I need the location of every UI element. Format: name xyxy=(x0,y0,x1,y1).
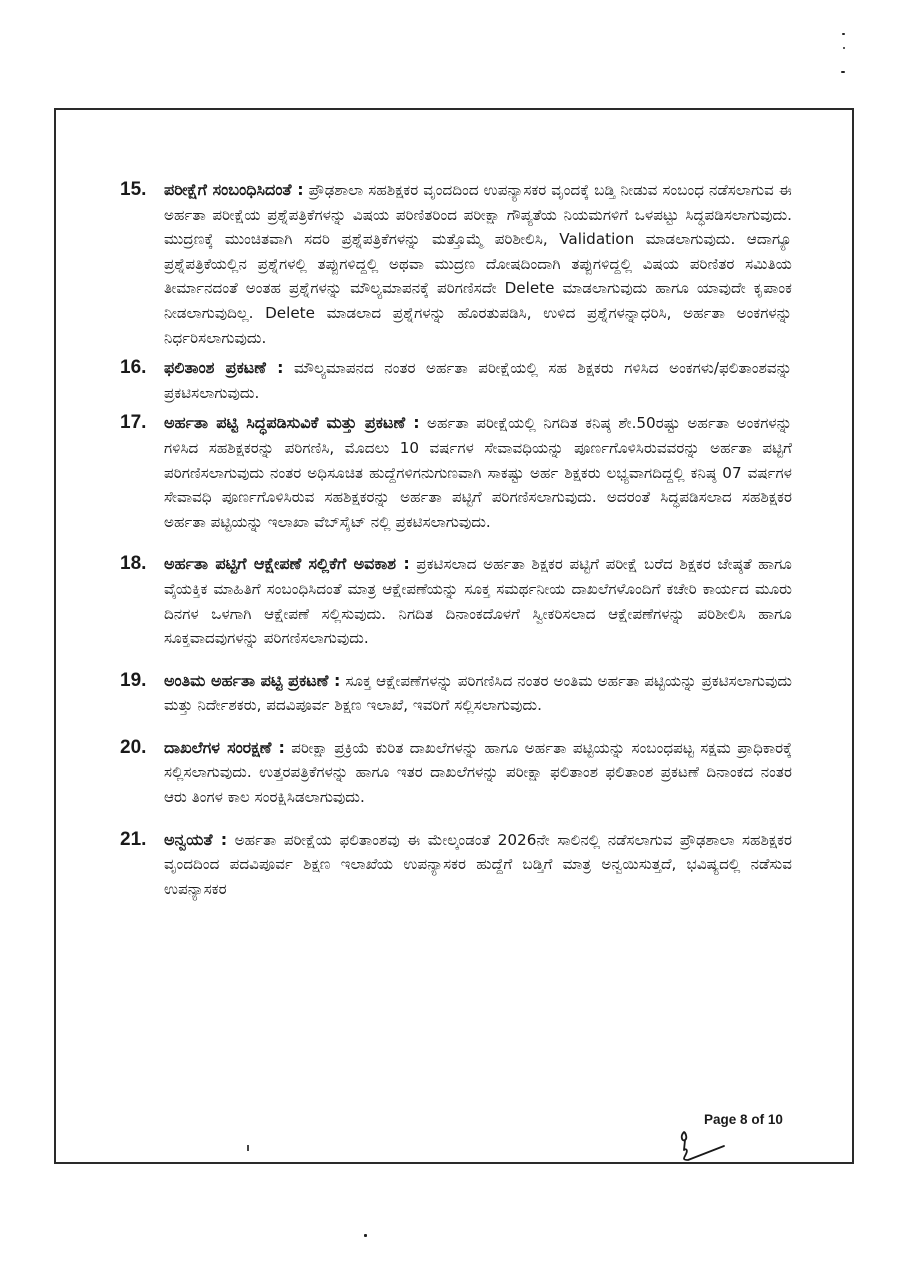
page-of: of xyxy=(751,1112,765,1127)
page-current: 8 xyxy=(740,1112,748,1127)
clause-heading: ಅನ್ವಯತೆ : xyxy=(164,829,228,849)
clause-number: 16. xyxy=(120,357,147,379)
clause-20 xyxy=(120,736,792,810)
page-label: Page xyxy=(704,1112,737,1127)
clause-17 xyxy=(120,411,792,534)
clause-number: 19. xyxy=(120,669,147,691)
clause-text: ಮೌಲ್ಯಮಾಪನದ ನಂತರ ಅರ್ಹತಾ ಪರೀಕ್ಷೆಯಲ್ಲಿ ಸಹ ಶಿಕ್ಷಕರು ಗಳಿಸಿದ ಅಂಕಗಳು/ಫಲಿತಾಂಶವನ್ನು ಪ್ರಕಟಿಸಲಾಗುವುದು. xyxy=(164,359,792,402)
clause-number: 15. xyxy=(120,179,147,200)
clause-heading: ಅರ್ಹತಾ ಪಟ್ಟಿ ಸಿದ್ಧಪಡಿಸುವಿಕೆ ಮತ್ತು ಪ್ರಕಟಣೆ : xyxy=(164,413,420,433)
document-body xyxy=(120,178,792,907)
clause-text: ಪರೀಕ್ಷಾ ಪ್ರಕ್ರಿಯೆ ಕುರಿತ ದಾಖಲೆಗಳನ್ನು ಹಾಗೂ ಅರ್ಹತಾ ಪಟ್ಟಿಯನ್ನು ಸಂಬಂಧಪಟ್ಟ ಸಕ್ಷಮ ಪ್ರಾಧಿಕಾರಕ್ಕೆ ಸಲ್ಲಿಸಲಾಗುವುದು. ಉತ್ತರಪತ್ರಿಕೆಗಳನ್ನು ಹಾಗೂ ಇತರ ದಾಖಲೆಗಳನ್ನು ಪರೀಕ್ಷಾ ಫಲಿತಾಂಶ ಫಲಿತಾಂಶ ಪ್ರಕಟಣೆ ದಿನಾಂಕದ ನಂತರ ಆರು ತಿಂಗಳ ಕಾಲ ಸಂರಕ್ಷಿಸಿಡಲಾಗುವುದು. xyxy=(164,738,792,807)
scan-artifact xyxy=(843,47,845,49)
clause-number: 17. xyxy=(120,412,147,434)
scan-artifact xyxy=(842,33,845,35)
clause-heading: ಅರ್ಹತಾ ಪಟ್ಟಿಗೆ ಆಕ್ಷೇಪಣೆ ಸಲ್ಲಿಕೆಗೆ ಅವಕಾಶ : xyxy=(164,554,410,574)
clause-19 xyxy=(120,669,792,718)
clause-text: ಅರ್ಹತಾ ಪರೀಕ್ಷೆಯಲ್ಲಿ ನಿಗದಿತ ಕನಿಷ್ಠ ಶೇ.50ರಷ್ಟು ಅರ್ಹತಾ ಅಂಕಗಳನ್ನು ಗಳಿಸಿದ ಸಹಶಿಕ್ಷಕರನ್ನು ಪರಿಗಣಿಸಿ, ಮೊದಲು 10 ವರ್ಷಗಳ ಸೇವಾವಧಿಯನ್ನು ಪೂರ್ಣಗೊಳಿಸಿರುವವರನ್ನು ಅರ್ಹತಾ ಪಟ್ಟಿಗೆ ಪರಿಗಣಿಸಲಾಗುವುದು ನಂತರ ಅಧಿಸೂಚಿತ ಹುದ್ದೆಗಳಿಗನುಗುಣವಾಗಿ ಸಾಕಷ್ಟು ಅರ್ಹ ಶಿಕ್ಷಕರು ಲಭ್ಯವಾಗದಿದ್ದಲ್ಲಿ ಕನಿಷ್ಠ 07 ವರ್ಷಗಳ ಸೇವಾವಧಿ ಪೂರ್ಣಗೊಳಿಸಿರುವ ಸಹಶಿಕ್ಷಕರನ್ನು ಅರ್ಹತಾ ಪಟ್ಟಿಗೆ ಪರಿಗಣಿಸಲಾಗುವುದು. ಅದರಂತೆ ಸಿದ್ಧಪಡಿಸಲಾದ ಸಹಶಿಕ್ಷಕರ ಅರ್ಹತಾ ಪಟ್ಟಿಯನ್ನು ಇಲಾಖಾ ವೆಬ್‌ಸೈಟ್ ನಲ್ಲಿ ಪ್ರಕಟಿಸಲಾಗುವುದು. xyxy=(164,414,792,531)
clause-heading: ಪರೀಕ್ಷೆಗೆ ಸಂಬಂಧಿಸಿದಂತೆ : xyxy=(164,180,304,199)
scan-artifact xyxy=(364,1234,367,1237)
page-total: 10 xyxy=(767,1112,783,1127)
clause-16 xyxy=(120,356,792,405)
clause-heading: ದಾಖಲೆಗಳ ಸಂರಕ್ಷಣೆ : xyxy=(164,737,285,757)
scan-artifact xyxy=(841,71,845,73)
clause-18 xyxy=(120,552,792,650)
clause-heading: ಫಲಿತಾಂಶ ಪ್ರಕಟಣೆ : xyxy=(164,358,284,378)
clause-text: ಅರ್ಹತಾ ಪರೀಕ್ಷೆಯ ಫಲಿತಾಂಶವು ಈ ಮೇಲ್ಕಂಡಂತೆ 2026ನೇ ಸಾಲಿನಲ್ಲಿ ನಡೆಸಲಾಗುವ ಪ್ರೌಢಶಾಲಾ ಸಹಶಿಕ್ಷಕರ ವೃಂದದಿಂದ ಪದವಿಪೂರ್ವ ಶಿಕ್ಷಣ ಇಲಾಖೆಯ ಉಪನ್ಯಾಸಕರ ಹುದ್ದೆಗೆ ಬಡ್ತಿಗೆ ಮಾತ್ರ ಅನ್ವಯಿಸುತ್ತದೆ, ಭವಿಷ್ಯದಲ್ಲಿ ನಡೆಸುವ ಉಪನ್ಯಾಸಕರ xyxy=(164,830,793,898)
clause-15 xyxy=(120,178,792,350)
clause-21 xyxy=(120,828,792,902)
clause-number: 21. xyxy=(120,828,147,850)
clause-text: ಪ್ರಕಟಿಸಲಾದ ಅರ್ಹತಾ ಶಿಕ್ಷಕರ ಪಟ್ಟಿಗೆ ಪರೀಕ್ಷೆ ಬರೆದ ಶಿಕ್ಷಕರ ಜೇಷ್ಠತೆ ಹಾಗೂ ವೈಯಕ್ತಿಕ ಮಾಹಿತಿಗೆ ಸಂಬಂಧಿಸಿದಂತೆ ಮಾತ್ರ ಆಕ್ಷೇಪಣೆಯನ್ನು ಸೂಕ್ತ ಸಮರ್ಥನೀಯ ದಾಖಲೆಗಳೊಂದಿಗೆ ಕಚೇರಿ ಕಾರ್ಯದ ಮೂರು ದಿನಗಳ ಒಳಗಾಗಿ ಆಕ್ಷೇಪಣೆ ಸಲ್ಲಿಸುವುದು. ನಿಗದಿತ ದಿನಾಂಕದೊಳಗೆ ಸ್ವೀಕರಿಸಲಾದ ಆಕ್ಷೇಪಣೆಗಳನ್ನು ಪರಿಶೀಲಿಸಿ ಹಾಗೂ ಸೂಕ್ತವಾದವುಗಳನ್ನು ಪರಿಗಣಿಸಲಾಗುವುದು. xyxy=(164,555,792,648)
scan-artifact xyxy=(247,1145,249,1151)
clause-number: 20. xyxy=(120,736,147,758)
clause-text: ಪ್ರೌಢಶಾಲಾ ಸಹಶಿಕ್ಷಕರ ವೃಂದದಿಂದ ಉಪನ್ಯಾಸಕರ ವೃಂದಕ್ಕೆ ಬಡ್ತಿ ನೀಡುವ ಸಂಬಂಧ ನಡೆಸಲಾಗುವ ಈ ಅರ್ಹತಾ ಪರೀಕ್ಷೆಯ ಪ್ರಶ್ನೆಪತ್ರಿಕೆಗಳನ್ನು ವಿಷಯ ಪರಿಣಿತರಿಂದ ಪರೀಕ್ಷಾ ಗೌಪ್ಯತೆಯ ನಿಯಮಗಳಿಗೆ ಒಳಪಟ್ಟು ಸಿದ್ಧಪಡಿಸಲಾಗುವುದು. ಮುದ್ರಣಕ್ಕೆ ಮುಂಚಿತವಾಗಿ ಸದರಿ ಪ್ರಶ್ನೆಪತ್ರಿಕೆಗಳನ್ನು ಮತ್ತೊಮ್ಮೆ ಪರಿಶೀಲಿಸಿ, Validation ಮಾಡಲಾಗುವುದು. ಆದಾಗ್ಯೂ ಪ್ರಶ್ನೆಪತ್ರಿಕೆಯಲ್ಲಿನ ಪ್ರಶ್ನೆಗಳಲ್ಲಿ ತಪ್ಪುಗಳಿದ್ದಲ್ಲಿ ಅಥವಾ ಮುದ್ರಣ ದೋಷದಿಂದಾಗಿ ತಪ್ಪುಗಳಿದ್ದಲ್ಲಿ ವಿಷಯ ಪರಿಣಿತರ ಸಮಿತಿಯ ತೀರ್ಮಾನದಂತೆ ಅಂತಹ ಪ್ರಶ್ನೆಗಳನ್ನು ಮೌಲ್ಯಮಾಪನಕ್ಕೆ ಪರಿಗಣಿಸದೇ Delete ಮಾಡಲಾಗುವುದು ಹಾಗೂ ಯಾವುದೇ ಕೃಪಾಂಕ ನೀಡಲಾಗುವುದಿಲ್ಲ. Delete ಮಾಡಲಾದ ಪ್ರಶ್ನೆಗಳನ್ನು ಹೊರತುಪಡಿಸಿ, ಉಳಿದ ಪ್ರಶ್ನೆಗಳನ್ನಾಧರಿಸಿ, ಅರ್ಹತಾ ಅಂಕಗಳನ್ನು ನಿರ್ಧರಿಸಲಾಗುವುದು. xyxy=(164,181,792,347)
clause-text: ಸೂಕ್ತ ಆಕ್ಷೇಪಣೆಗಳನ್ನು ಪರಿಗಣಿಸಿದ ನಂತರ ಅಂತಿಮ ಅರ್ಹತಾ ಪಟ್ಟಿಯನ್ನು ಪ್ರಕಟಿಸಲಾಗುವುದು ಮತ್ತು ನಿರ್ದೇಶಕರು, ಪದವಿಪೂರ್ವ ಶಿಕ್ಷಣ ಇಲಾಖೆ, ಇವರಿಗೆ ಸಲ್ಲಿಸಲಾಗುವುದು. xyxy=(164,671,792,715)
signature-icon xyxy=(676,1128,736,1168)
clause-number: 18. xyxy=(120,553,147,575)
clause-heading: ಅಂತಿಮ ಅರ್ಹತಾ ಪಟ್ಟಿ ಪ್ರಕಟಣೆ : xyxy=(164,670,341,690)
page-number xyxy=(704,1112,783,1127)
